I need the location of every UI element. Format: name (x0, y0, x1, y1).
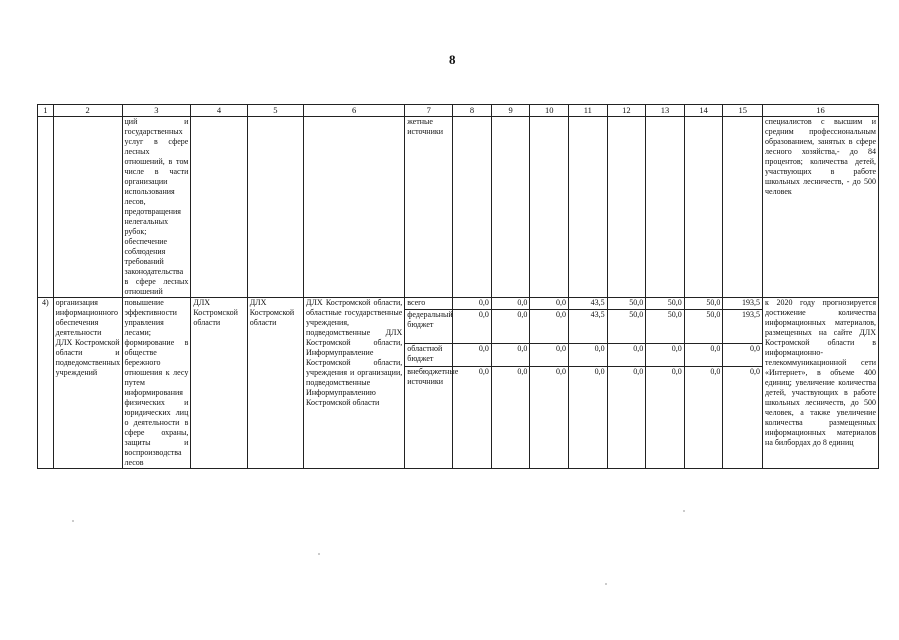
col-header: 8 (453, 105, 492, 117)
value-cell: 0,0 (723, 367, 763, 469)
value-cell: 50,0 (646, 298, 685, 310)
scan-speck (72, 520, 74, 522)
task-cell: ций и государственных услуг в сфере лесных отношений, в том числе в части организации использования лесов, предотвращения нелегальных рубок; обеспечение соблюдения требований законодательства в сфере лесных отношений (122, 117, 191, 298)
task-cell: повышение эффективности управления лесами; формирование в обществе бережного отношения к лесу путем информирования физических и юридических лиц о деятельности в сфере охраны, защиты и воспроизводства лесов (122, 298, 191, 469)
source-cell: жетные источники (405, 117, 453, 298)
page-number: 8 (449, 52, 456, 67)
value-cell: 0,0 (607, 367, 646, 469)
value-cell: 0,0 (453, 343, 492, 366)
coordinator-cell: ДЛХ Костромской области (247, 298, 303, 469)
result-cell: к 2020 году прогнозируется достижение количества информационных материалов, размещенных на сайте ДЛХ Костромской области в информационно-телекоммуникационной сети «Интернет», в объеме 400 единиц; увеличение количества детей, участвующих в работе школьных лесничеств, до 500 человек, а также увеличение количества размещенных информационных материалов на билбордах до 8 единиц (763, 298, 879, 469)
value-cell: 0,0 (530, 343, 569, 366)
scan-speck (318, 553, 320, 555)
col-header: 9 (491, 105, 530, 117)
value-cell: 50,0 (646, 309, 685, 343)
value-cell: 0,0 (684, 343, 723, 366)
source-label: всего (405, 298, 453, 310)
col-header: 11 (569, 105, 608, 117)
value-cell: 50,0 (607, 298, 646, 310)
col-header: 4 (191, 105, 247, 117)
executors-cell: ДЛХ Костромской области, областные государственные учреждения, подведомственные ДЛХ Костромской области, Информуправление Костромской области, учреждения и организации, подведомственные Информуправлению Костромской области (304, 298, 405, 469)
scan-speck (683, 510, 685, 512)
value-cell: 0,0 (569, 343, 608, 366)
value-cell: 0,0 (453, 367, 492, 469)
col-header: 7 (405, 105, 453, 117)
value-cell: 0,0 (723, 343, 763, 366)
result-cell: специалистов с высшим и средним профессиональным образованием, занятых в сфере лесного хозяйства,- до 84 процентов; количества детей, участвующих в работе школьных лесничеств, - до 500 человек (763, 117, 879, 298)
customer-cell: ДЛХ Костромской области (191, 298, 247, 469)
value-cell: 0,0 (453, 298, 492, 310)
source-label: областной бюджет (405, 343, 453, 366)
col-header: 6 (304, 105, 405, 117)
value-cell: 0,0 (453, 309, 492, 343)
value-cell: 0,0 (491, 367, 530, 469)
value-cell: 0,0 (491, 298, 530, 310)
row-number: 4) (38, 298, 54, 469)
value-cell: 0,0 (607, 343, 646, 366)
value-cell: 0,0 (646, 343, 685, 366)
col-header: 12 (607, 105, 646, 117)
value-cell: 0,0 (491, 343, 530, 366)
scan-speck (605, 583, 607, 585)
source-label: федеральный бюджет (405, 309, 453, 343)
value-cell: 193,5 (723, 298, 763, 310)
table-row-4-total (38, 298, 879, 310)
value-cell: 0,0 (530, 367, 569, 469)
header-row (38, 105, 879, 117)
value-cell: 50,0 (684, 309, 723, 343)
value-cell: 43,5 (569, 298, 608, 310)
value-cell: 0,0 (491, 309, 530, 343)
col-header: 2 (53, 105, 122, 117)
value-cell: 193,5 (723, 309, 763, 343)
source-label: внебюджетные источники (405, 367, 453, 469)
value-cell: 0,0 (684, 367, 723, 469)
event-cell: организация информационного обеспечения деятельности ДЛХ Костромской области и подведомственных учреждений (53, 298, 122, 469)
value-cell: 0,0 (569, 367, 608, 469)
col-header: 5 (247, 105, 303, 117)
value-cell: 50,0 (607, 309, 646, 343)
table-row-continued (38, 117, 879, 298)
value-cell: 0,0 (646, 367, 685, 469)
col-header: 1 (38, 105, 54, 117)
col-header: 15 (723, 105, 763, 117)
value-cell: 50,0 (684, 298, 723, 310)
value-cell: 0,0 (530, 298, 569, 310)
program-table (37, 104, 879, 469)
col-header: 3 (122, 105, 191, 117)
value-cell: 0,0 (530, 309, 569, 343)
col-header: 13 (646, 105, 685, 117)
col-header: 16 (763, 105, 879, 117)
col-header: 14 (684, 105, 723, 117)
col-header: 10 (530, 105, 569, 117)
value-cell: 43,5 (569, 309, 608, 343)
